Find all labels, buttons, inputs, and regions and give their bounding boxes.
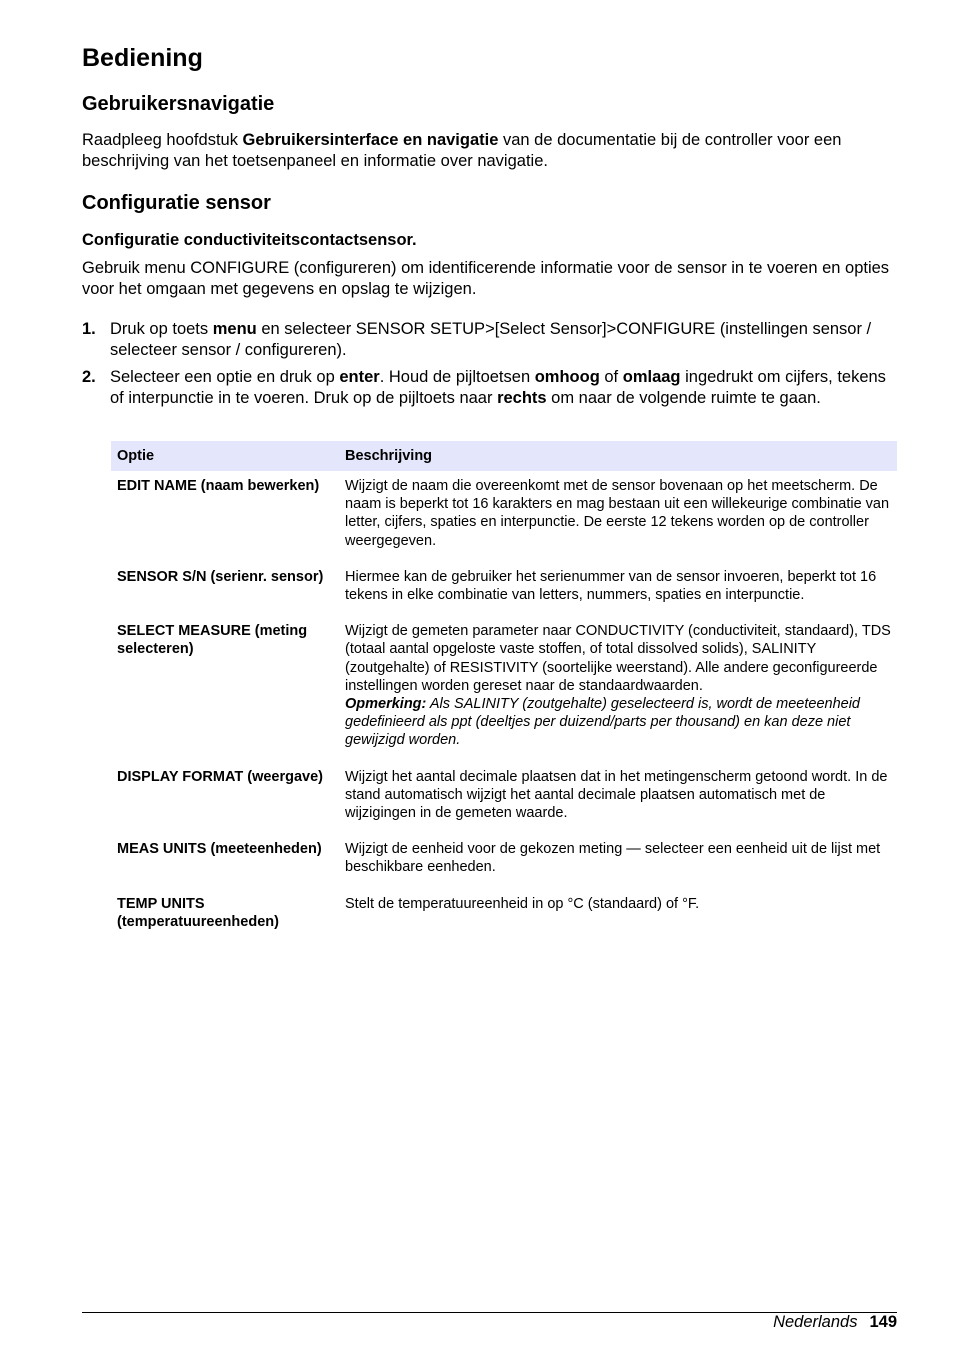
table-row (111, 471, 897, 563)
description-cell: Wijzigt de gemeten parameter naar CONDUCTIVITY (conductiviteit, standaard), TDS (totaal aantal opgeloste vaste stoffen, of total dissolved solids), SALINITY (zoutgehalte) of RESISTIVITY (soortelijke weerstand). Alle andere geconfigureerde instellingen worden gereset naar de standaardwaarden. Opmerking: Als SALINITY (zoutgehalte) geselecteerd is, wordt de meeteenheid gedefinieerd als ppt (deeltjes per duizend/parts per thousand) en kan deze niet gewijzigd worden. (345, 623, 891, 749)
description-cell: Hiermee kan de gebruiker het serienummer van de sensor invoeren, beperkt tot 16 tekens in elke combinatie van letters, nummers, spaties en interpunctie. (345, 568, 877, 604)
column-header-description: Beschrijving (339, 441, 897, 471)
section-heading-configuration: Configuratie sensor (82, 192, 271, 214)
step-1 (82, 319, 897, 360)
option-cell: SELECT MEASURE (meting selecteren) (117, 623, 308, 658)
description-cell: Wijzigt de naam die overeenkomt met de sensor bovenaan op het meetscherm. De naam is beperkt tot 16 karakters en mag bestaan uit een willekeurige combinatie van letter, cijfers, spaties en interpunctie. De eerste 12 tekens worden op de controller weergegeven. (345, 478, 890, 549)
table-header-row (111, 441, 897, 471)
table-row (111, 763, 897, 836)
subsection-heading: Configuratie conductiviteitscontactsensor. (82, 231, 417, 249)
description-cell: Wijzigt het aantal decimale plaatsen dat in het metingenscherm getoond wordt. In de stand automatisch wijzigt het aantal decimale plaatsen automatisch met de wijzigingen in de gemeten waarde. (345, 768, 888, 822)
configuration-intro: Gebruik menu CONFIGURE (configureren) om identificerende informatie voor de sensor in te voeren en opties voor het omgaan met gegevens en opslag te wijzigen. (82, 259, 890, 298)
table-row (111, 835, 897, 889)
table-row (111, 617, 897, 762)
navigation-paragraph: Raadpleeg hoofdstuk Gebruikersinterface en navigatie van de documentatie bij de controller voor een beschrijving van het toetsenpaneel en informatie over navigatie. (82, 131, 842, 170)
note-label: Opmerking: (345, 696, 427, 713)
step-text: Selecteer een optie en druk op enter. Houd de pijltoetsen omhoog of omlaag ingedrukt om cijfers, tekens of interpunctie in te voeren. Druk op de pijltoets naar rechts om naar de volgende ruimte te gaan. (110, 368, 886, 407)
option-cell: DISPLAY FORMAT (weergave) (117, 768, 324, 785)
page-title: Bediening (82, 44, 203, 72)
page-footer (773, 1313, 897, 1332)
description-cell: Stelt de temperatuureenheid in op °C (standaard) of °F. (345, 895, 700, 912)
note-text: Als SALINITY (zoutgehalte) geselecteerd is, wordt de meeteenheid gedefinieerd als ppt (deeltjes per duizend/parts per thousand) en kan deze niet gewijzigd worden. (345, 696, 861, 749)
step-number: 2. (82, 368, 96, 386)
description-cell: Wijzigt de eenheid voor de gekozen meting — selecteer een eenheid uit de lijst met beschikbare eenheden. (345, 841, 881, 876)
option-cell: TEMP UNITS (temperatuureenheden) (117, 895, 279, 930)
option-cell: EDIT NAME (naam bewerken) (117, 478, 320, 494)
step-2 (82, 367, 897, 408)
step-text: Druk op toets menu en selecteer SENSOR SETUP>[Select Sensor]>CONFIGURE (instellingen sensor / selecteer sensor / configureren). (110, 320, 872, 359)
step-number: 1. (82, 320, 96, 338)
section-heading-navigation: Gebruikersnavigatie (82, 93, 275, 115)
option-cell: SENSOR S/N (serienr. sensor) (117, 568, 324, 585)
table-row (111, 563, 897, 617)
column-header-option: Optie (111, 441, 339, 471)
page-number: 149 (869, 1313, 897, 1331)
table-row (111, 890, 897, 944)
options-table (111, 441, 897, 944)
footer-language: Nederlands (773, 1313, 858, 1331)
option-cell: MEAS UNITS (meeteenheden) (117, 841, 322, 858)
